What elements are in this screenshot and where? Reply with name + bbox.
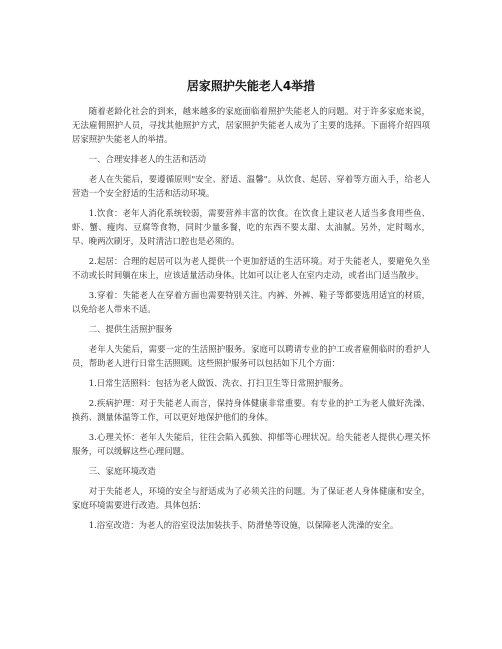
section1-item-daily-life: 2.起居：合理的起居可以为老人提供一个更加舒适的生活环境。对于失能老人，要避免久坐不动或长时间躺在床上，应该适量活动身体。比如可以让老人在室内走动，或者出门适当散步。 [72,256,430,280]
section1-paragraph: 老人在失能后，要遵循原则"安全、舒适、温馨"。从饮食、起居、穿着等方面入手，给老人营造一个安全舒适的生活和活动环境。 [72,174,430,198]
section2-item-nursing: 2.疾病护理：对于失能老人而言，保持身体健康非常重要。有专业的护工为老人做好洗澡、换药、测量体温等工作，可以更好地保护他们的身体。 [72,398,430,422]
section-heading-1: 一、合理安排老人的生活和活动 [88,154,207,164]
section2-item-daily-care: 1.日常生活照料：包括为老人做饭、洗衣、打扫卫生等日常照护服务。 [88,378,349,388]
document-title: 居家照护失能老人4举措 [186,79,316,93]
section2-paragraph: 老年人失能后，需要一定的生活照护服务。家庭可以聘请专业的护工或者雇佣临时的看护人员，帮助老人进行日常生活照顾。这些照护服务可以包括如下几个方面： [72,344,430,368]
section3-paragraph: 对于失能老人，环境的安全与舒适成为了必须关注的问题。为了保证老人身体健康和安全，家庭环境需要进行改造。具体包括： [72,486,430,510]
section-heading-3: 三、家庭环境改造 [88,466,156,476]
section3-item-bathroom: 1.浴室改造：为老人的浴室设法加装扶手、防滑垫等设施，以保障老人洗澡的安全。 [88,520,399,530]
section-heading-2: 二、提供生活照护服务 [88,324,173,334]
section1-item-clothing: 3.穿着：失能老人在穿着方面也需要特别关注。内裤、外裤、鞋子等都要选用适宜的材质，以免给老人带来不适。 [72,290,430,314]
section1-item-diet: 1.饮食：老年人消化系统较弱，需要营养丰富的饮食。在饮食上建议老人适当多食用些鱼、虾、蟹、瘦肉、豆腐等食物，同时少量多餐，吃的东西不要太甜、太油腻。另外，定时喝水，早、晚两次刷牙，及时清洁口腔也是必须的。 [72,208,430,246]
section2-item-psychological: 3.心理关怀：老年人失能后，往往会陷入孤独、抑郁等心理状况。给失能老人提供心理关怀服务，可以缓解这些心理问题。 [72,432,430,456]
intro-paragraph: 随着老龄化社会的到来，越来越多的家庭面临着照护失能老人的问题。对于许多家庭来说，无法雇佣照护人员，寻找其他照护方式，居家照护失能老人成为了主要的选择。下面将介绍四项居家照护失能老人的举措。 [72,106,430,144]
